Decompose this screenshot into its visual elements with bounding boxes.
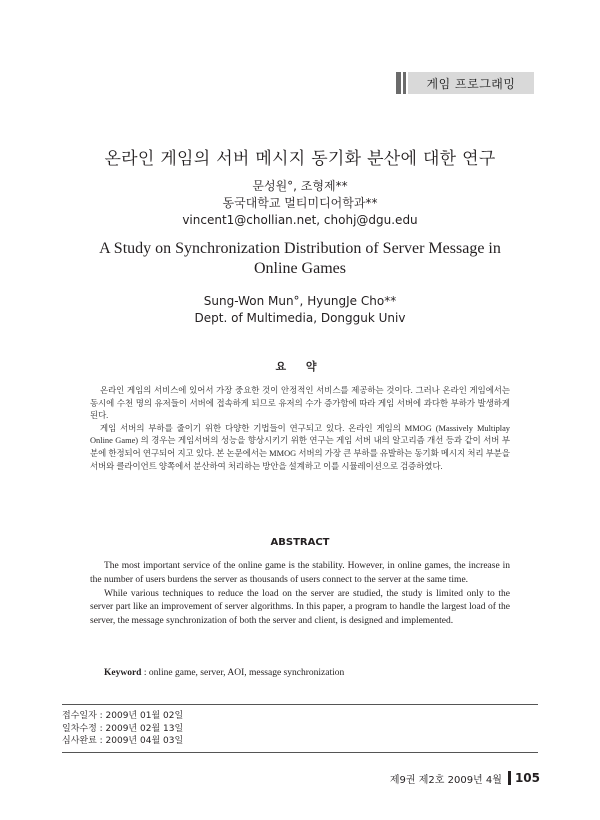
korean-abstract-heading: 요 약 (275, 360, 325, 373)
journal-issue: 제9권 제2호 2009년 4월 (389, 774, 502, 786)
english-abstract (90, 560, 510, 629)
english-authors: Sung-Won Mun°, HyungJe Cho** (203, 294, 397, 308)
korean-author-block (0, 178, 600, 229)
tag-bar-decoration (396, 72, 401, 94)
page-footer (380, 770, 540, 786)
date-received: 접수일자 : 2009년 01월 02일 (62, 711, 184, 721)
tag-bar-decoration (403, 72, 406, 94)
divider-top (62, 704, 538, 705)
page-number: 105 (514, 771, 540, 785)
korean-authors: 문성원°, 조형제** (252, 179, 348, 193)
english-title (0, 239, 600, 279)
english-abstract-heading: ABSTRACT (270, 537, 330, 548)
keywords (104, 668, 524, 678)
submission-dates (62, 710, 183, 748)
english-abstract-paragraph: The most important service of the online game is the stability. However, in online games, the increase in the number of users burdens the server as thousands of users connect to the server at the same time. (90, 561, 510, 585)
keywords-label: Keyword (104, 668, 142, 678)
english-title-line-2: Online Games (254, 260, 346, 277)
keywords-list: : online game, server, AOI, message synchronization (143, 668, 345, 678)
korean-abstract-paragraph: 게임 서버의 부하를 줄이기 위한 다양한 기법들이 연구되고 있다. 온라인 게임의 MMOG (Massively Multiplay Online Game) 의 경우는 게임서버의 성능을 향상시키기 위한 연구는 게임 서버 내의 알고리즘 개선 등과 같이 서버 부분에 한정되어 연구되어 지고 있다. 본 논문에서는 MMOG 서버의 가장 큰 부하를 유발하는 동기화 메시지 처리 부분을 서버와 클라이언트 양쪽에서 분산하여 처리하는 방안을 설계하고 이를 시뮬레이션으로 검증하였다. (90, 423, 510, 471)
korean-abstract-paragraph: 온라인 게임의 서비스에 있어서 가장 중요한 것이 안정적인 서비스를 제공하는 것이다. 그러나 온라인 게임에서는 동시에 수천 명의 유저들이 서버에 접속하게 되므로 유저의 수가 증가함에 따라 게임 서버에 과다한 부하가 발생하게 된다. (90, 386, 510, 421)
korean-abstract (90, 385, 510, 473)
date-accepted: 심사완료 : 2009년 04월 03일 (62, 736, 184, 746)
date-revised: 일차수정 : 2009년 02월 13일 (62, 723, 184, 734)
korean-affiliation: 동국대학교 멀티미디어학과** (222, 196, 378, 210)
english-title-line-1: A Study on Synchronization Distribution of Server Message in (99, 240, 501, 257)
author-emails: vincent1@chollian.net, chohj@dgu.edu (182, 213, 418, 227)
section-tag (396, 72, 534, 94)
english-abstract-paragraph: While various techniques to reduce the load on the server are studied, the study is limited only to the server part like an improvement of server algorithms. In this paper, a program to handle the largest load of the server, the message synchronization of both the server and client, is designed and implemented. (90, 588, 510, 627)
korean-title: 온라인 게임의 서버 메시지 동기화 분산에 대한 연구 (104, 149, 496, 169)
section-label: 게임 프로그래밍 (408, 72, 534, 94)
footer-bar-decoration (508, 771, 511, 785)
english-affiliation: Dept. of Multimedia, Dongguk Univ (194, 311, 406, 325)
english-author-block (0, 293, 600, 327)
divider-bottom (62, 752, 538, 753)
